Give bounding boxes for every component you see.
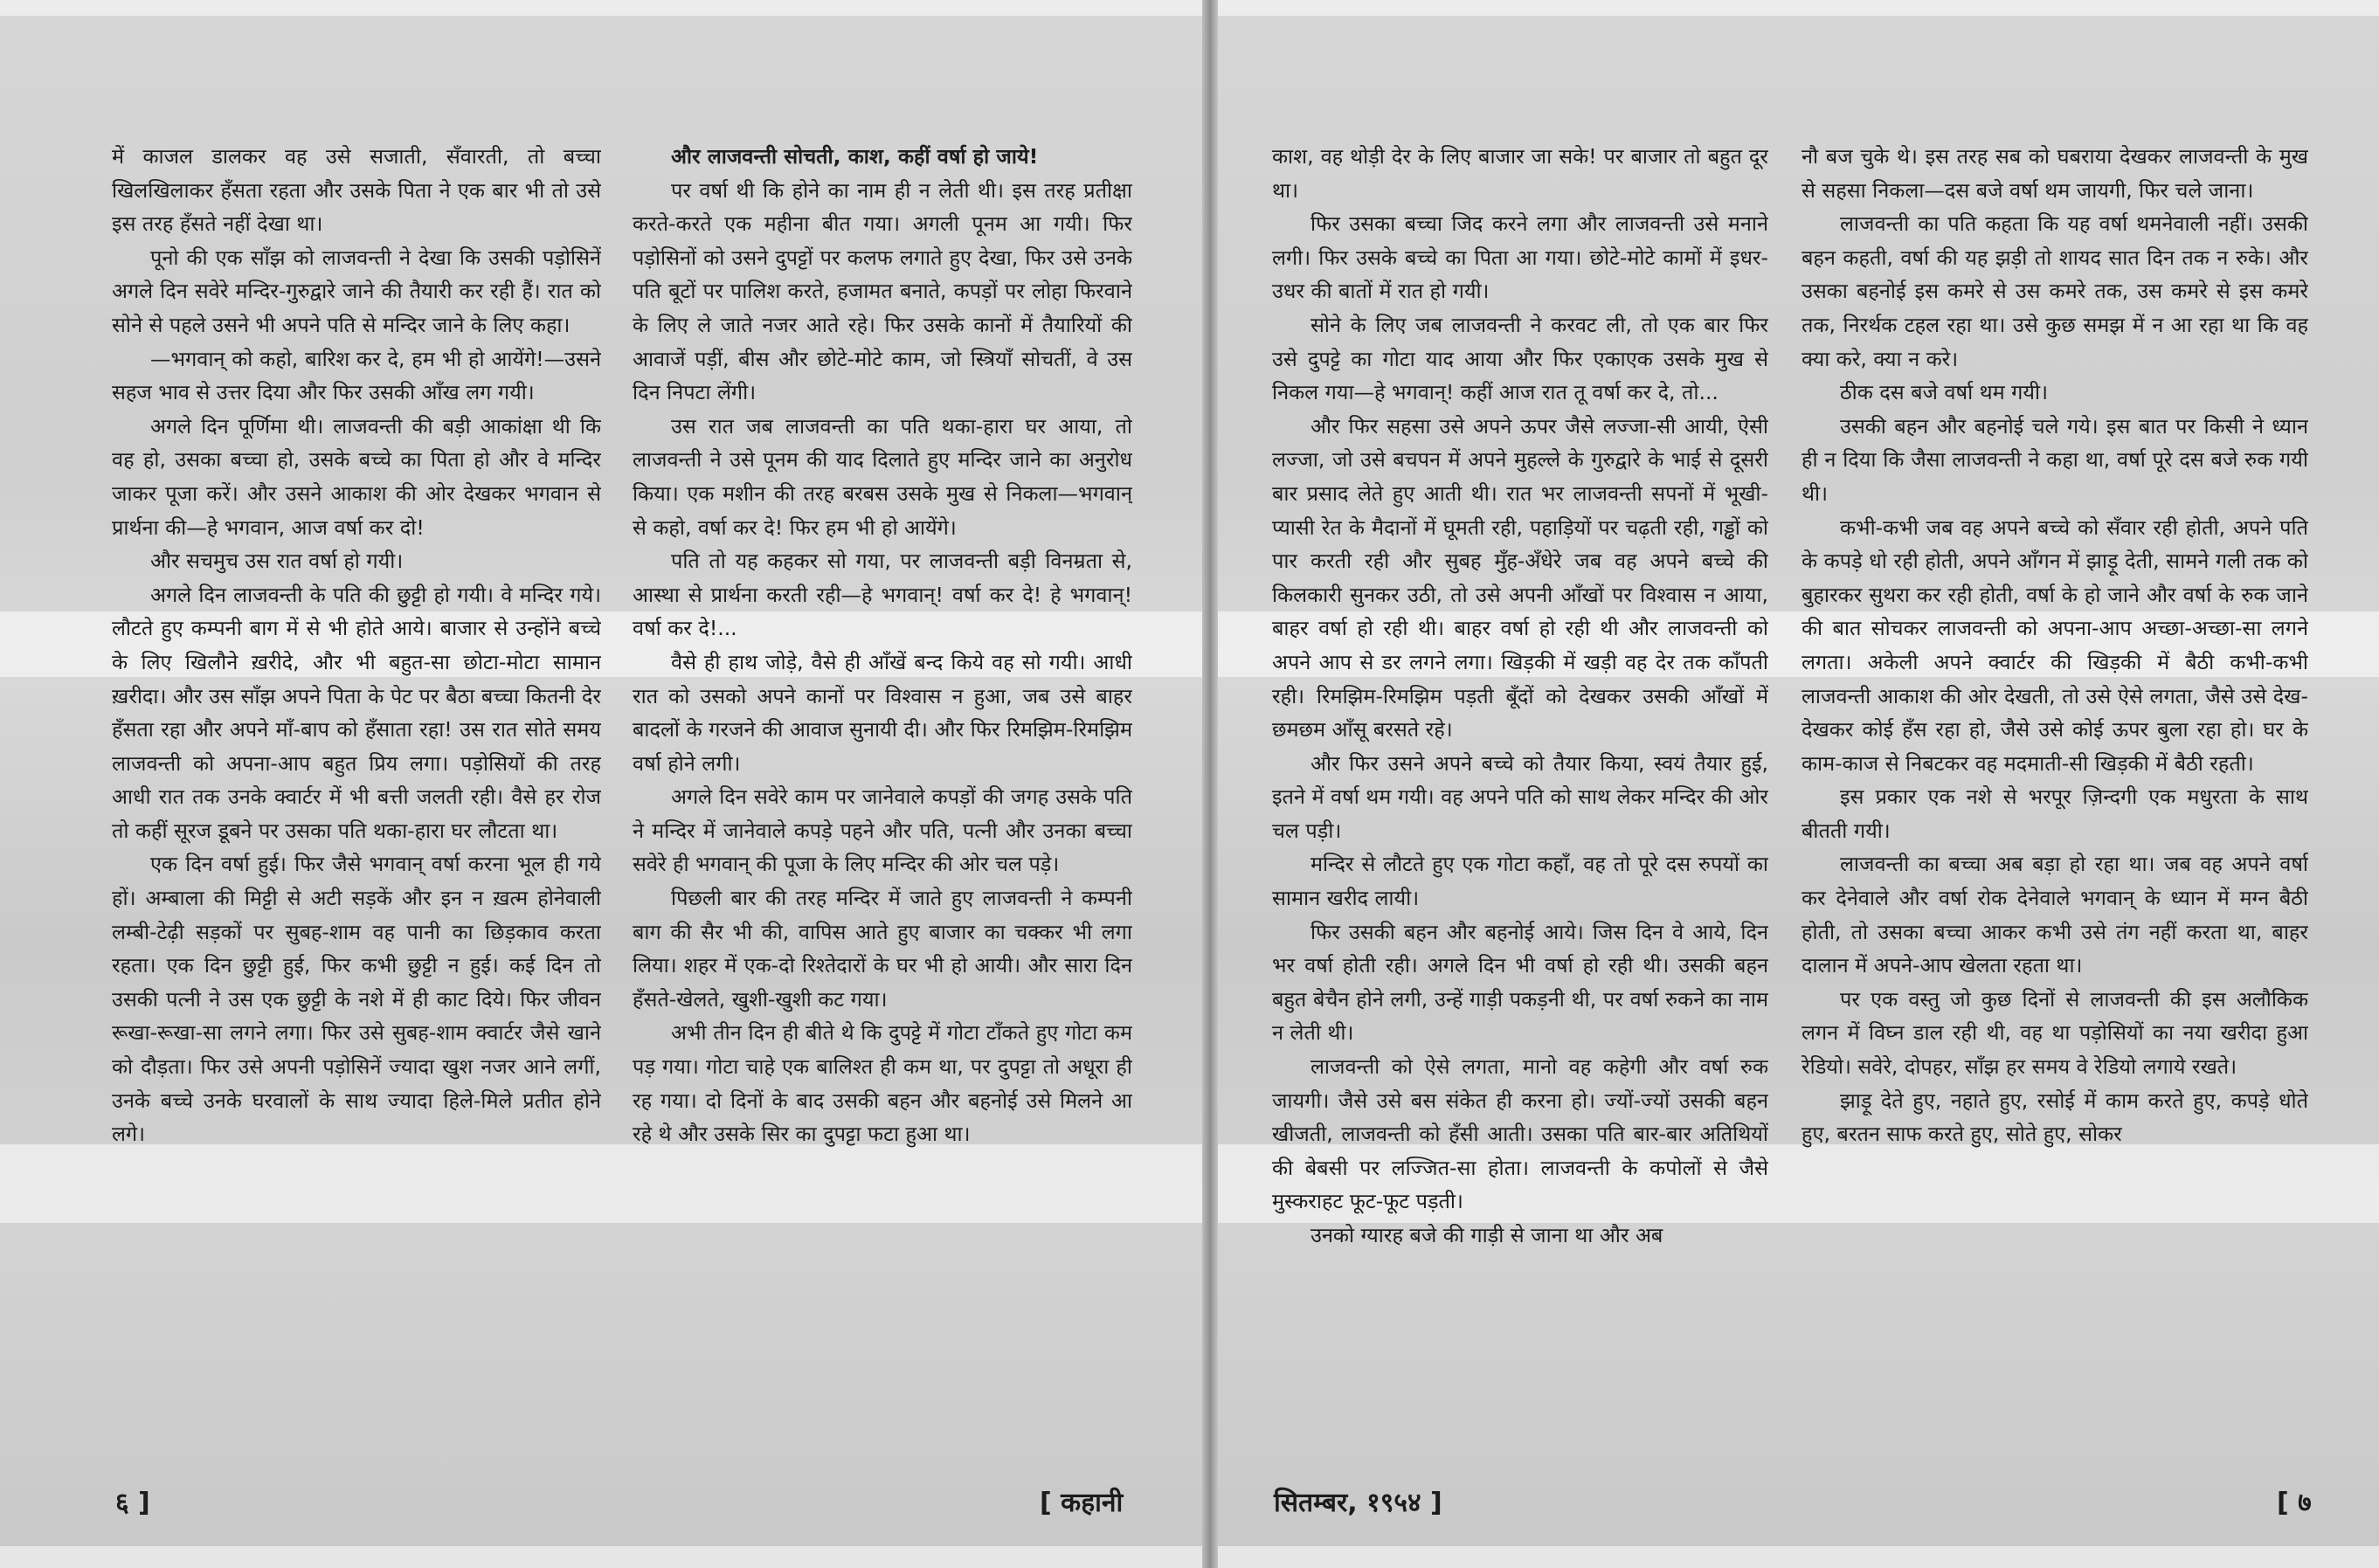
running-footer: सितम्बर, १९५४ ] (1274, 1488, 1442, 1518)
paragraph: अगले दिन पूर्णिमा थी। लाजवन्ती की बड़ी आकांक्षा थी कि वह हो, उसका बच्चा हो, उसके बच्चे का पिता हो और वे मन्दिर जाकर पूजा करें। और उसने आकाश की ओर देखकर भगवान से प्रार्थना की—हे भगवान, आज वर्षा कर दो! (112, 413, 601, 540)
paragraph: कभी-कभी जब वह अपने बच्चे को सँवार रही होती, अपने पति के कपड़े धो रही होती, अपने आँगन में झाड़ू देती, सामने गली तक को बुहारकर सुथरा कर रही होती, वर्षा के हो जाने और वर्षा के रुक जाने की बात सोचकर लाजवन्ती को अपना-आप अच्छा-अच्छा-सा लगने लगता। अकेली अपने क्वार्टर की खिड़की में बैठी कभी-कभी लाजवन्ती आकाश की ओर देखती, तो उसे ऐसे लगता, जैसे उसे देख-देखकर कोई हँस रहा हो, जैसे उसे कोई ऊपर बुला रहा हो। घर के काम-काज से निबटकर वह मदमाती-सी खिड़की में बैठी रहती। (1802, 515, 2308, 776)
paragraph: पर वर्षा थी कि होने का नाम ही न लेती थी। इस तरह प्रतीक्षा करते-करते एक महीना बीत गया। अगली पूनम आ गयी। फिर पड़ोसिनों को उसने दुपट्टों पर कलफ लगाते हुए देखा, फिर उसे उनके पति बूटों पर पालिश करते, हजामत बनाते, कपड़ों पर लोहा फिरवाने के लिए ले जाते नजर आते रहे। फिर उसके कानों में तैयारियों की आवाजें पड़ीं, बीस और छोटे-मोटे काम, जो स्त्रियाँ सोचतीं, वे उस दिन निपटा लेंगी। (633, 177, 1132, 405)
paragraph: अभी तीन दिन ही बीते थे कि दुपट्टे में गोटा टाँकते हुए गोटा कम पड़ गया। गोटा चाहे एक बालिश्त ही कम था, पर दुपट्टा तो अधूरा ही रह गया। दो दिनों के बाद उसकी बहन और बहनोई उसे मिलने आ रहे थे और उसके सिर का दुपट्टा फटा हुआ था। (633, 1020, 1132, 1147)
paragraph: लाजवन्ती का पति कहता कि यह वर्षा थमनेवाली नहीं। उसकी बहन कहती, वर्षा की यह झड़ी तो शायद सात दिन तक न रुके। और उसका बहनोई इस कमरे से उस कमरे तक, उस कमरे से इस कमरे तक, निरर्थक टहल रहा था। उसे कुछ समझ में न आ रहा था कि वह क्या करे, क्या न करे। (1802, 211, 2308, 371)
text-column (1272, 140, 1768, 1450)
paragraph: फिर उसकी बहन और बहनोई आये। जिस दिन वे आये, दिन भर वर्षा होती रही। अगले दिन भी वर्षा हो रही थी। उसकी बहन बहुत बेचैन होने लगी, उन्हें गाड़ी पकड़नी थी, पर वर्षा रुकने का नाम न लेती थी। (1272, 919, 1768, 1046)
paragraph: उनको ग्यारह बजे की गाड़ी से जाना था और अब (1311, 1223, 1663, 1247)
paragraph: पति तो यह कहकर सो गया, पर लाजवन्ती बड़ी विनम्रता से, आस्था से प्रार्थना करती रही—हे भगवान्! वर्षा कर दे! हे भगवान्! वर्षा कर दे!... (633, 549, 1132, 641)
paragraph: और लाजवन्ती सोचती, काश, कहीं वर्षा हो जाये! (671, 144, 1039, 169)
paragraph: मन्दिर से लौटते हुए एक गोटा कहाँ, वह तो पूरे दस रुपयों का सामान खरीद लायी। (1272, 852, 1768, 911)
paragraph: और सचमुच उस रात वर्षा हो गयी। (150, 549, 404, 574)
page-number: ६ ] (115, 1488, 150, 1518)
paragraph: उसकी बहन और बहनोई चले गये। इस बात पर किसी ने ध्यान ही न दिया कि जैसा लाजवन्ती ने कहा था, वर्षा पूरे दस बजे रुक गयी थी। (1802, 413, 2308, 506)
running-footer: [ कहानी (1040, 1488, 1124, 1518)
paragraph: एक दिन वर्षा हुई। फिर जैसे भगवान् वर्षा करना भूल ही गये हों। अम्बाला की मिट्टी से अटी सड़कें और इन न ख़त्म होनेवाली लम्बी-टेढ़ी सड़कों पर सुबह-शाम वह पानी का छिड़काव करता रहता। एक दिन छुट्टी हुई, फिर कभी छुट्टी न हुई। कई दिन तो उसकी पत्नी ने उस एक छुट्टी के नशे में ही काट दिये। फिर जीवन रूखा-रूखा-सा लगने लगा। फिर उसे सुबह-शाम क्वार्टर जैसे खाने को दौड़ता। फिर उसे अपनी पड़ोसिनें ज्यादा खुश नजर आने लगीं, उनके बच्चे उनके घरवालों के साथ ज्यादा हिले-मिले प्रतीत होने लगे। (112, 852, 601, 1147)
paragraph: ठीक दस बजे वर्षा थम गयी। (1840, 380, 2049, 405)
paragraph: पर एक वस्तु जो कुछ दिनों से लाजवन्ती की इस अलौकिक लगन में विघ्न डाल रही थी, वह था पड़ोसियों का नया खरीदा हुआ रेडियो। सवेरे, दोपहर, साँझ हर समय वे रेडियो लगाये रखते। (1802, 986, 2308, 1080)
paragraph: झाड़ू देते हुए, नहाते हुए, रसोई में काम करते हुए, कपड़े धोते हुए, बरतन साफ करते हुए, सोते हुए, सोकर (1802, 1088, 2308, 1147)
paragraph: और फिर सहसा उसे अपने ऊपर जैसे लज्जा-सी आयी, ऐसी लज्जा, जो उसे बचपन में अपने मुहल्ले के गुरुद्वारे के भाई से दूसरी बार प्रसाद लेते हुए आती थी। रात भर लाजवन्ती सपनों में भूखी-प्यासी रेत के मैदानों में घूमती रही, पहाड़ियों पर चढ़ती रही, गड्ढों को पार करती रही और सुबह मुँह-अँधेरे जब वह अपने बच्चे की किलकारी सुनकर उठी, तो उसे अपनी आँखों पर विश्वास न आया, बाहर वर्षा हो रही थी। बाहर वर्षा हो रही थी और लाजवन्ती को अपने आप से डर लगने लगा। खिड़की में खड़ी वह देर तक काँपती रही। रिमझिम-रिमझिम पड़ती बूँदों को देखकर उसकी आँखों में छमछम आँसू बरसते रहे। (1272, 413, 1768, 743)
paragraph: अगले दिन लाजवन्ती के पति की छुट्टी हो गयी। वे मन्दिर गये। लौटते हुए कम्पनी बाग में से भी होते आये। बाजार से उन्होंने बच्चे के लिए खिलौने ख़रीदे, और भी बहुत-सा छोटा-मोटा सामान ख़रीदा। और उस साँझ अपने पिता के पेट पर बैठा बच्चा कितनी देर हँसता रहा और अपने माँ-बाप को हँसाता रहा! उस रात सोते समय लाजवन्ती को अपना-आप बहुत प्रिय लगा। पड़ोसियों की तरह आधी रात तक उनके क्वार्टर में भी बत्ती जलती रही। वैसे हर रोज तो कहीं सूरज डूबने पर उसका पति थका-हारा घर लौटता था। (112, 582, 601, 843)
paragraph: उस रात जब लाजवन्ती का पति थका-हारा घर आया, तो लाजवन्ती ने उसे पूनम की याद दिलाते हुए मन्दिर जाने का अनुरोध किया। एक मशीन की तरह बरबस उसके मुख से निकला—भगवान् से कहो, वर्षा कर दे! फिर हम भी हो आयेंगे। (633, 413, 1132, 540)
paragraph: काश, वह थोड़ी देर के लिए बाजार जा सके! पर बाजार तो बहुत दूर था। (1272, 144, 1768, 203)
page-number: [ ७ (2277, 1488, 2312, 1518)
paragraph: पिछली बार की तरह मन्दिर में जाते हुए लाजवन्ती ने कम्पनी बाग की सैर भी की, वापिस आते हुए बाजार का चक्कर भी लगा लिया। शहर में एक-दो रिश्तेदारों के घर भी हो आयी। और सारा दिन हँसते-खेलते, खुशी-खुशी कट गया। (633, 886, 1132, 1012)
paragraph: —भगवान् को कहो, बारिश कर दे, हम भी हो आयेंगे!—उसने सहज भाव से उत्तर दिया और फिर उसकी आँख लग गयी। (112, 346, 601, 405)
paragraph: फिर उसका बच्चा जिद करने लगा और लाजवन्ती उसे मनाने लगी। फिर उसके बच्चे का पिता आ गया। छोटे-मोटे कामों में इधर-उधर की बातों में रात हो गयी। (1272, 211, 1768, 304)
paragraph: इस प्रकार एक नशे से भरपूर ज़िन्दगी एक मधुरता के साथ बीतती गयी। (1802, 784, 2308, 843)
text-column (1802, 140, 2308, 1450)
paragraph: सोने के लिए जब लाजवन्ती ने करवट ली, तो एक बार फिर उसे दुपट्टे का गोटा याद आया और फिर एकाएक उसके मुख से निकल गया—हे भगवान्! कहीं आज रात तू वर्षा कर दे, तो... (1272, 312, 1768, 405)
paragraph: में काजल डालकर वह उसे सजाती, सँवारती, तो बच्चा खिलखिलाकर हँसता रहता और उसके पिता ने एक बार भी तो उसे इस तरह हँसते नहीं देखा था। (112, 144, 601, 237)
paragraph: और फिर उसने अपने बच्चे को तैयार किया, स्वयं तैयार हुई, इतने में वर्षा थम गयी। वह अपने पति को साथ लेकर मन्दिर की ओर चल पड़ी। (1272, 750, 1768, 843)
paragraph: नौ बज चुके थे। इस तरह सब को घबराया देखकर लाजवन्ती के मुख से सहसा निकला—दस बजे वर्षा थम जायगी, फिर चले जाना। (1802, 144, 2308, 203)
paragraph: लाजवन्ती का बच्चा अब बड़ा हो रहा था। जब वह अपने वर्षा कर देनेवाले और वर्षा रोक देनेवाले भगवान् के ध्यान में मग्न बैठी होती, तो उसका बच्चा आकर कभी उसे तंग नहीं करता था, बाहर दालान में अपने-आप खेलता रहता था। (1802, 852, 2308, 978)
paragraph: लाजवन्ती को ऐसे लगता, मानो वह कहेगी और वर्षा रुक जायगी। जैसे उसे बस संकेत ही करना हो। ज्यों-ज्यों उसकी बहन खीजती, लाजवन्ती को हँसी आती। उसका पति बार-बार अतिथियों की बेबसी पर लज्जित-सा होता। लाजवन्ती के कपोलों से जैसे मुस्कराहट फूट-फूट पड़ती। (1272, 1054, 1768, 1214)
paragraph: अगले दिन सवेरे काम पर जानेवाले कपड़ों की जगह उसके पति ने मन्दिर में जानेवाले कपड़े पहने और पति, पत्नी और उनका बच्चा सवेरे ही भगवान् की पूजा के लिए मन्दिर की ओर चल पड़े। (633, 784, 1132, 877)
paragraph: वैसे ही हाथ जोड़े, वैसे ही आँखें बन्द किये वह सो गयी। आधी रात को उसको अपने कानों पर विश्वास न हुआ, जब उसे बाहर बादलों के गरजने की आवाज सुनायी दी। और फिर रिमझिम-रिमझिम वर्षा होने लगी। (633, 649, 1132, 776)
paragraph: पूनो की एक साँझ को लाजवन्ती ने देखा कि उसकी पड़ोसिनें अगले दिन सवेरे मन्दिर-गुरुद्वारे जाने की तैयारी कर रही हैं। रात को सोने से पहले उसने भी अपने पति से मन्दिर जाने के लिए कहा। (112, 245, 601, 337)
